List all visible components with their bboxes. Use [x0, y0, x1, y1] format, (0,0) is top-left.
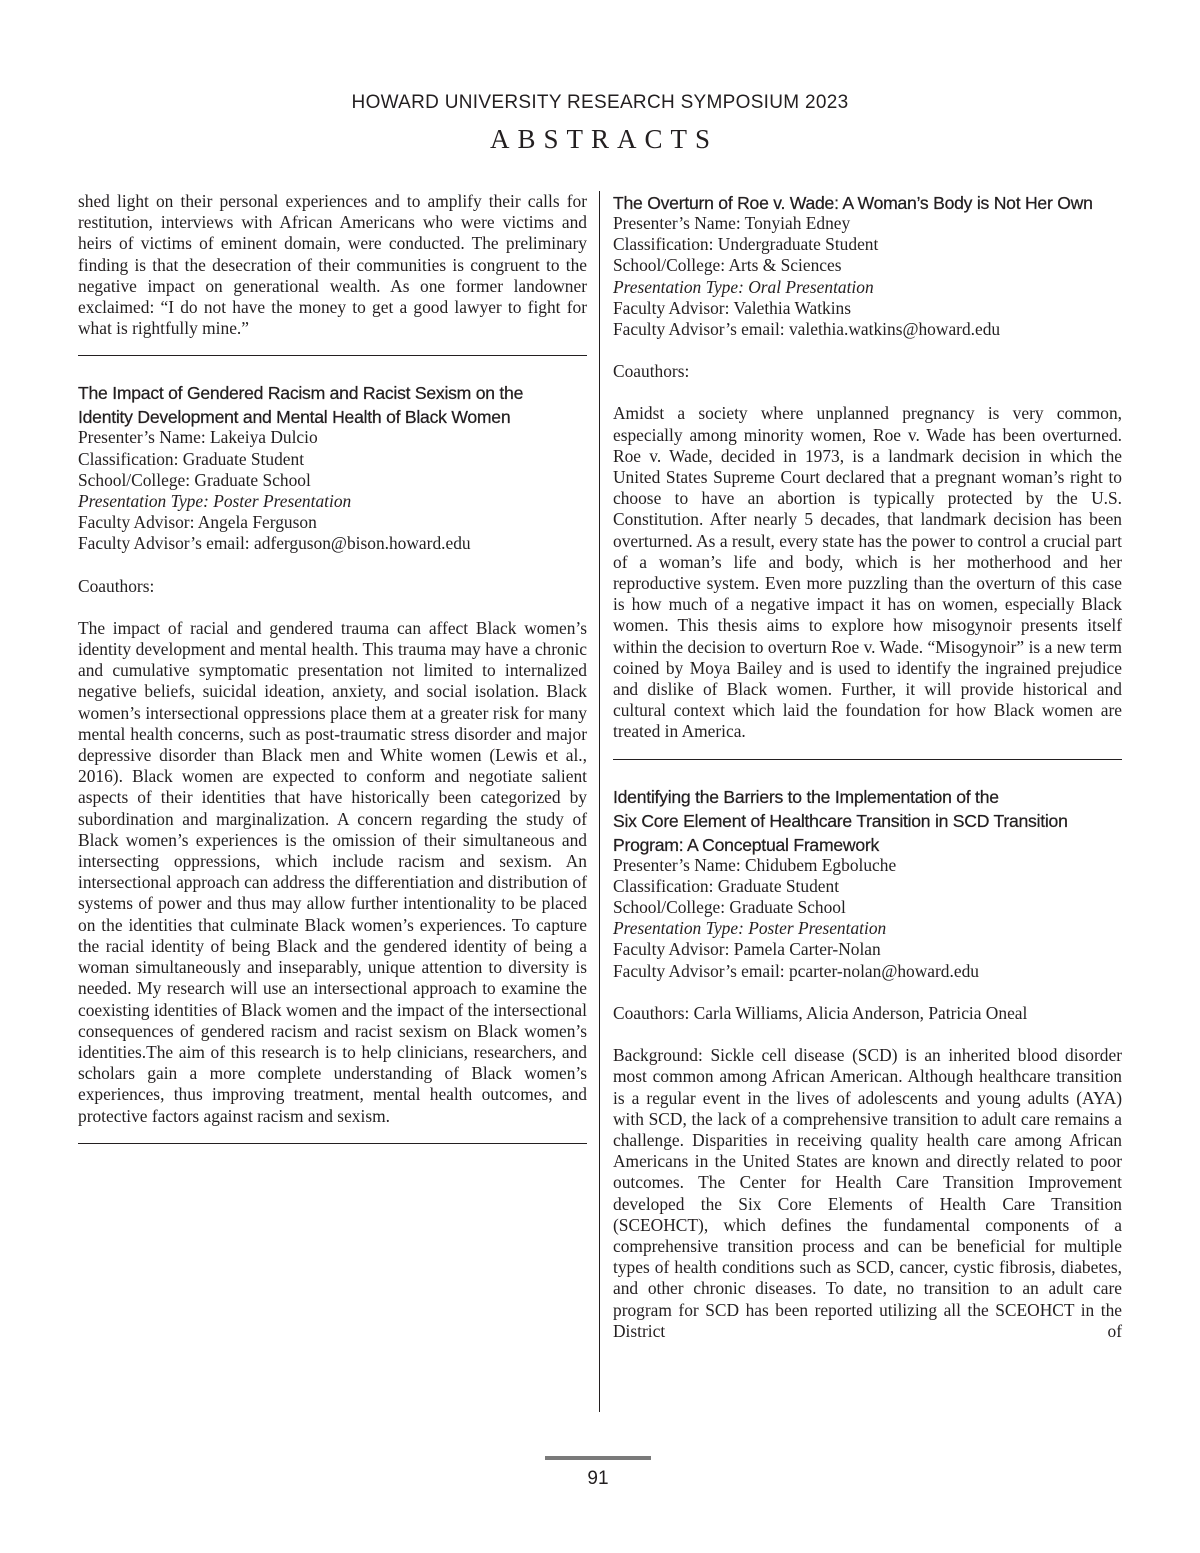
- abstract-title: [78, 381, 587, 429]
- faculty-advisor-email: Faculty Advisor’s email: pcarter-nolan@howard.edu: [613, 960, 979, 981]
- section-title: ABSTRACTS: [489, 124, 719, 154]
- presenter-name: Presenter’s Name: Chidubem Egboluche: [613, 854, 897, 875]
- abstract-meta: [613, 855, 1122, 1045]
- faculty-advisor-email: Faculty Advisor’s email: adferguson@bison.howard.edu: [78, 533, 471, 554]
- right-column: [613, 191, 1122, 1342]
- page-number: 91: [587, 1468, 609, 1489]
- presentation-type: Presentation Type: Poster Presentation: [613, 918, 887, 939]
- footer-bar: [545, 1456, 651, 1460]
- abstract-body: Amidst a society where unplanned pregnancy is very common, especially among minority women, Roe v. Wade has been overturned. Roe v. Wade, decided in 1973, is a landmark decision in which the United States Supreme Court declared that a pregnant woman’s right to choose to have an abortion is typically protected by the U.S. Constitution. After nearly 5 decades, that landmark decision has been overturned. As a result, every state has the power to control a crucial part of a woman’s life and body, which is her motherhood and her reproductive system. Even more puzzling than the overturn of this case is how much of a negative impact it has on women, especially Black women. This thesis aims to explore how misogynoir presents itself within the decision to overturn Roe v. Wade. “Misogynoir” is a new term coined by Moya Bailey and is used to identify the ingrained prejudice and dislike of Black women. Further, it will provide historical and cultural context which laid the foundation for how Black women are treated in America.: [613, 403, 1122, 742]
- abstract-title-line: The Impact of Gendered Racism and Racist Sexism on the: [78, 383, 524, 404]
- abstract-body: Background: Sickle cell disease (SCD) is an inherited blood disorder most common among African American. Although healthcare transition is a regular event in the lives of adolescents and young adults (AYA) with SCD, the lack of a comprehensive transition to adult care remains a challenge. Disparities in receiving quality health care among African Americans in the United States are known and directly related to poor outcomes. The Center for Health Care Transition Improvement developed the Six Core Elements of Health Care Transition (SCEOHCT), which defines the fundamental components of a comprehensive transition process and can be beneficial for multiple types of health conditions such as SCD, cancer, cystic fibrosis, diabetes, and other chronic diseases. To date, no transition to an adult care program for SCD has been reported utilizing all the SCEOHCT in the District of: [613, 1045, 1122, 1341]
- abstract-title: [613, 785, 1122, 857]
- abstract-title-line: Six Core Element of Healthcare Transition in SCD Transition: [613, 810, 1068, 831]
- abstract-roe-v-wade: [613, 191, 1122, 743]
- abstract-title-line: The Overturn of Roe v. Wade: A Woman’s Body is Not Her Own: [613, 193, 1093, 213]
- coauthors: Coauthors: Carla Williams, Alicia Anderson, Patricia Oneal: [613, 1002, 1028, 1023]
- page-header: [0, 90, 1200, 154]
- school-college: School/College: Graduate School: [613, 897, 846, 918]
- column-divider: [599, 191, 600, 1412]
- classification: Classification: Graduate Student: [78, 448, 305, 469]
- classification: Classification: Undergraduate Student: [613, 234, 879, 255]
- abstract-meta: [613, 213, 1122, 403]
- faculty-advisor: Faculty Advisor: Pamela Carter-Nolan: [613, 939, 881, 960]
- section-rule: [78, 1143, 587, 1144]
- coauthors: Coauthors:: [613, 361, 690, 382]
- faculty-advisor-email: Faculty Advisor’s email: valethia.watkins@howard.edu: [613, 319, 1001, 340]
- presenter-name: Presenter’s Name: Lakeiya Dulcio: [78, 427, 318, 448]
- symposium-title: HOWARD UNIVERSITY RESEARCH SYMPOSIUM 2023: [351, 92, 849, 113]
- presenter-name: Presenter’s Name: Tonyiah Edney: [613, 213, 851, 233]
- abstract-meta: [78, 427, 587, 617]
- classification: Classification: Graduate Student: [613, 875, 840, 896]
- school-college: School/College: Graduate School: [78, 469, 311, 490]
- abstract-gendered-racism: [78, 381, 587, 1126]
- abstract-title-line: Identifying the Barriers to the Implementation of the: [613, 786, 999, 807]
- faculty-advisor: Faculty Advisor: Valethia Watkins: [613, 297, 852, 318]
- faculty-advisor: Faculty Advisor: Angela Ferguson: [78, 512, 317, 533]
- abstract-title: [613, 191, 1122, 215]
- coauthors: Coauthors:: [78, 575, 155, 596]
- presentation-type: Presentation Type: Oral Presentation: [613, 276, 874, 297]
- school-college: School/College: Arts & Sciences: [613, 255, 842, 276]
- abstract-scd-transition: [613, 785, 1122, 1342]
- continuation-text: shed light on their personal experiences and to amplify their calls for restitution, interviews with African Americans who were victims and heirs of victims of eminent domain, were conducted. The preliminary finding is that the desecration of their communities is congruent to the negative impact on generational wealth. As one former landowner exclaimed: “I do not have the money to get a good lawyer to fight for what is rightfully mine.”: [78, 191, 587, 339]
- abstract-body: The impact of racial and gendered trauma can affect Black women’s identity development and mental health. This trauma may have a chronic and cumulative symptomatic presentation not limited to internalized negative beliefs, suicidal ideation, anxiety, and social isolation. Black women’s intersectional oppressions place them at a greater risk for many mental health concerns, such as post-traumatic stress disorder and major depressive disorder than Black men and White women (Lewis et al., 2016). Black women are expected to conform and negotiate salient aspects of their identities that have historically been categorized by subordination and marginalization. A concern regarding the study of Black women’s experiences is the omission of their simultaneous and intersecting oppressions, which include racism and sexism. An intersectional approach can address the differentiation and distribution of systems of power and thus may allow further intentionality to be placed on the identities that culminate Black women’s experiences. To capture the racial identity of being Black and the gendered identity of being a woman simultaneously and inseparably, unique attention to diversity is needed. My research will use an intersectional approach to examine the coexisting identities of Black women and the impact of the intersectional consequences of gendered racism and racist sexism on Black women’s identities.The aim of this research is to help clinicians, researchers, and scholars gain a more complete understanding of Black women’s experiences, thus improving treatment, mental health outcomes, and protective factors against racism and sexism.: [78, 617, 587, 1126]
- left-column: [78, 191, 587, 1144]
- presentation-type: Presentation Type: Poster Presentation: [78, 491, 352, 512]
- abstract-title-line: Identity Development and Mental Health of Black Women: [78, 407, 511, 428]
- abstract-title-line: Program: A Conceptual Framework: [613, 834, 880, 855]
